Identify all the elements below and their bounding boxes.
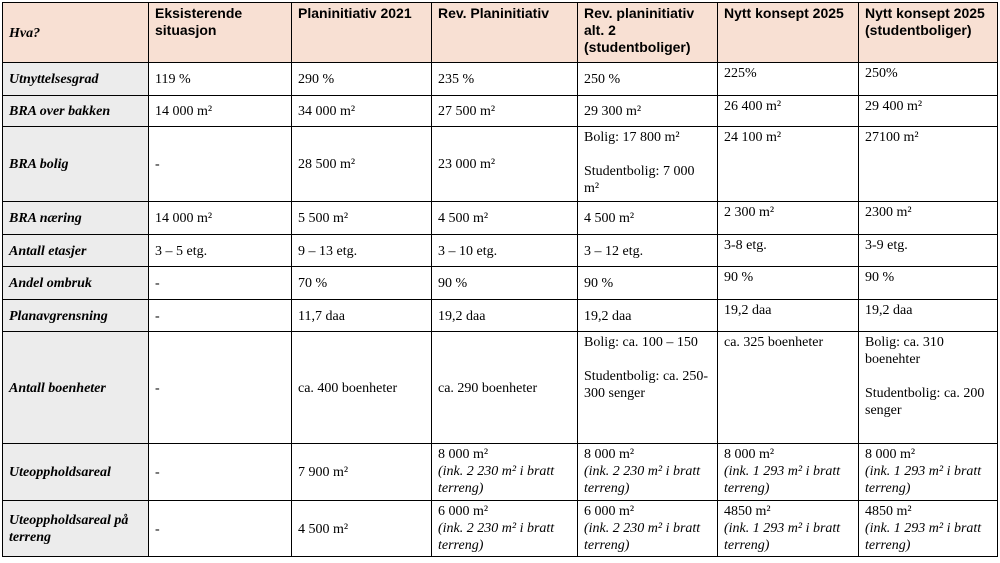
table-cell: 23 000 m² [432, 127, 578, 202]
cell-note: (ink. 1 293 m² i bratt terreng) [865, 521, 982, 553]
table-cell: - [149, 444, 292, 501]
cell-line: 8 000 m² [584, 447, 635, 462]
table-cell: 19,2 daa [578, 300, 718, 332]
row-label: BRA næring [3, 202, 149, 235]
table-cell: 4 500 m² [292, 501, 432, 557]
table-cell [578, 444, 718, 501]
table-cell: 250 % [578, 63, 718, 96]
table-cell: ca. 325 boenheter [718, 332, 859, 444]
table-cell: 235 % [432, 63, 578, 96]
table-cell [859, 501, 998, 557]
cell-line: Bolig: ca. 310 boenehter [865, 335, 944, 367]
cell-line: 8 000 m² [865, 447, 916, 462]
table-cell [718, 501, 859, 557]
table-cell: 7 900 m² [292, 444, 432, 501]
cell-note: (ink. 2 230 m² i bratt terreng) [438, 521, 555, 553]
table-row [3, 96, 998, 127]
table-row [3, 127, 998, 202]
table-cell: 70 % [292, 267, 432, 300]
table-cell: 27100 m² [859, 127, 998, 202]
row-label: Antall etasjer [3, 235, 149, 267]
header-nytt-konsept: Nytt konsept 2025 [718, 3, 859, 63]
cell-line: 6 000 m² [438, 504, 489, 519]
table-cell: 90 % [432, 267, 578, 300]
cell-note: (ink. 1 293 m² i bratt terreng) [724, 521, 841, 553]
table-cell: 2 300 m² [718, 202, 859, 235]
table-cell: 90 % [859, 267, 998, 300]
header-row [3, 3, 998, 63]
table-cell [859, 332, 998, 444]
table-cell: 14 000 m² [149, 202, 292, 235]
cell-note: (ink. 2 230 m² i bratt terreng) [584, 521, 701, 553]
row-label: Utnyttelsesgrad [3, 63, 149, 96]
table-cell: 24 100 m² [718, 127, 859, 202]
table-cell: 90 % [578, 267, 718, 300]
cell-line: Studentbolig: ca. 250-300 senger [584, 369, 709, 401]
table-cell: 28 500 m² [292, 127, 432, 202]
row-label: Andel ombruk [3, 267, 149, 300]
row-label: Planavgrensning [3, 300, 149, 332]
table-cell [578, 332, 718, 444]
table-cell: 4 500 m² [578, 202, 718, 235]
table-row [3, 444, 998, 501]
table-row [3, 300, 998, 332]
table-cell [432, 501, 578, 557]
header-eksisterende: Eksisterende situasjon [149, 3, 292, 63]
table-cell [718, 444, 859, 501]
cell-line: Bolig: ca. 100 – 150 [584, 335, 698, 350]
table-cell: 2300 m² [859, 202, 998, 235]
table-cell: - [149, 127, 292, 202]
header-planinitiativ-2021: Planinitiativ 2021 [292, 3, 432, 63]
table-cell: 90 % [718, 267, 859, 300]
row-label: BRA over bakken [3, 96, 149, 127]
table-cell: 5 500 m² [292, 202, 432, 235]
table-cell: 3-9 etg. [859, 235, 998, 267]
table-cell: 11,7 daa [292, 300, 432, 332]
table-cell: 19,2 daa [718, 300, 859, 332]
table-cell: - [149, 267, 292, 300]
cell-note: (ink. 2 230 m² i bratt terreng) [438, 464, 555, 496]
table-cell: 290 % [292, 63, 432, 96]
cell-note: (ink. 2 230 m² i bratt terreng) [584, 464, 701, 496]
cell-line: 6 000 m² [584, 504, 635, 519]
table-cell: 119 % [149, 63, 292, 96]
table-cell: 26 400 m² [718, 96, 859, 127]
cell-line: Studentbolig: ca. 200 senger [865, 386, 985, 418]
table-row [3, 235, 998, 267]
comparison-table [2, 2, 998, 557]
table-cell: 3 – 5 etg. [149, 235, 292, 267]
table-cell: 27 500 m² [432, 96, 578, 127]
header-rev-planinitiativ: Rev. Planinitiativ [432, 3, 578, 63]
table-cell: 29 400 m² [859, 96, 998, 127]
table-cell: 225% [718, 63, 859, 96]
cell-note: (ink. 1 293 m² i bratt terreng) [724, 464, 841, 496]
cell-line: 4850 m² [724, 504, 771, 519]
cell-line: Studentbolig: 7 000 m² [584, 164, 695, 196]
table-row [3, 501, 998, 557]
table-cell: 3 – 12 etg. [578, 235, 718, 267]
table-cell [432, 444, 578, 501]
table-cell: ca. 400 boenheter [292, 332, 432, 444]
table-cell: 29 300 m² [578, 96, 718, 127]
header-corner: Hva? [3, 3, 149, 63]
table-row [3, 332, 998, 444]
table-cell: 19,2 daa [859, 300, 998, 332]
row-label: Antall boenheter [3, 332, 149, 444]
row-label: Uteoppholdsareal [3, 444, 149, 501]
cell-line: Bolig: 17 800 m² [584, 130, 680, 145]
row-label: Uteoppholdsareal på terreng [3, 501, 149, 557]
table-cell: 14 000 m² [149, 96, 292, 127]
table-cell: 3 – 10 etg. [432, 235, 578, 267]
table-cell: 4 500 m² [432, 202, 578, 235]
table-cell: 9 – 13 etg. [292, 235, 432, 267]
table-cell: 19,2 daa [432, 300, 578, 332]
table-row [3, 267, 998, 300]
table-cell [859, 444, 998, 501]
cell-line: 8 000 m² [438, 447, 489, 462]
header-rev-alt2: Rev. planinitiativ alt. 2 (studentboliger) [578, 3, 718, 63]
cell-line: 8 000 m² [724, 447, 775, 462]
cell-line: 4850 m² [865, 504, 912, 519]
cell-note: (ink. 1 293 m² i bratt terreng) [865, 464, 982, 496]
table-row [3, 63, 998, 96]
table-cell: ca. 290 boenheter [432, 332, 578, 444]
row-label: BRA bolig [3, 127, 149, 202]
table-cell: 34 000 m² [292, 96, 432, 127]
table-cell: 250% [859, 63, 998, 96]
table-cell: - [149, 501, 292, 557]
table-row [3, 202, 998, 235]
table-cell [578, 501, 718, 557]
table-cell: 3-8 etg. [718, 235, 859, 267]
table-cell [578, 127, 718, 202]
table-cell: - [149, 332, 292, 444]
header-nytt-konsept-student: Nytt konsept 2025 (studentboliger) [859, 3, 998, 63]
table-cell: - [149, 300, 292, 332]
